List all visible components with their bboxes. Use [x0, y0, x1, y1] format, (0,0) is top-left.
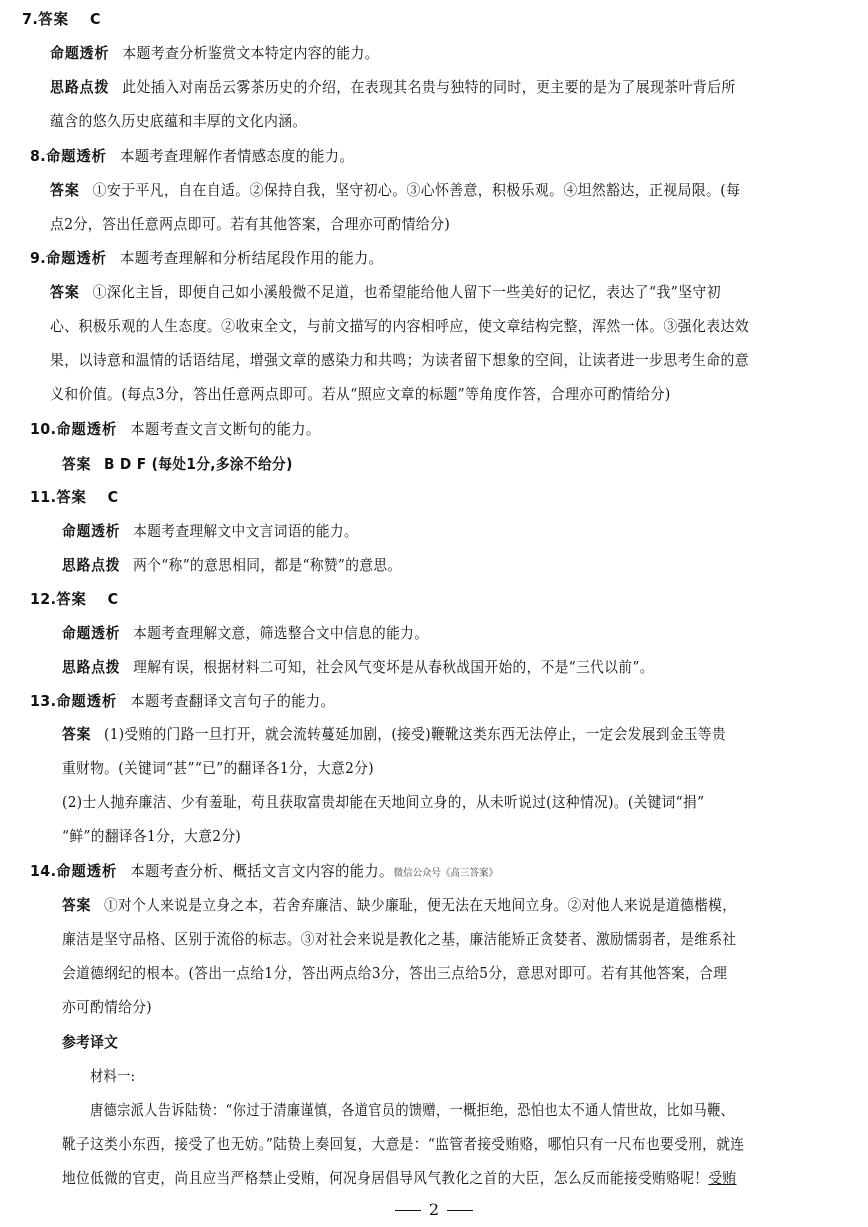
q12-header: [30, 584, 854, 614]
q12-answer-value: C: [107, 590, 119, 608]
q10-answer: [62, 449, 854, 479]
q7-intent-text: 本题考查分析鉴赏文本特定内容的能力。: [122, 44, 380, 62]
q13-answer: [62, 719, 854, 749]
q7-answer-value: C: [90, 10, 101, 28]
q8-answer: [50, 175, 854, 205]
q7-number: 7.: [22, 10, 39, 28]
q14-answer-line1: ①对个人来说是立身之本，若舍弃廉洁、缺少廉耻，便无法在天地间立身。②对他人来说是道德楷模，: [103, 896, 737, 914]
q9-intent-text: 本题考查理解和分析结尾段作用的能力。: [120, 249, 384, 267]
q7-header: [22, 4, 854, 34]
q14-answer-line4: 亦可酌情给分): [62, 998, 153, 1016]
q12-hint: [62, 652, 854, 682]
q14-answer-line3: 会道德纲纪的根本。(答出一点给1分，答出两点给3分，答出三点给5分，意思对即可。若有其他答案，合理: [62, 964, 728, 982]
q12-intent: [62, 618, 854, 648]
q12-intent-text: 本题考查理解文意，筛选整合文中信息的能力。: [133, 624, 429, 642]
q12-number: 12.: [30, 590, 57, 608]
q14-header: [30, 856, 854, 886]
q9-answer-line2: 心、积极乐观的人生态度。②收束全文，与前文描写的内容相呼应，使文章结构完整，浑然一体。③强化表达效: [50, 317, 749, 335]
q11-header: [30, 482, 854, 512]
q9-header: [30, 243, 854, 273]
q14-answer: [62, 890, 854, 920]
q10-intent-label: 命题透析: [56, 420, 118, 438]
q7-hint-label: 思路点拨: [50, 78, 110, 96]
q11-hint-text: 两个“称”的意思相同，都是“称赞”的意思。: [133, 556, 402, 574]
q8-answer-label: 答案: [50, 181, 80, 199]
q9-number: 9.: [30, 249, 47, 267]
q8-header: [30, 141, 854, 171]
q10-header: [30, 414, 854, 444]
q11-answer-label: 答案: [56, 488, 87, 506]
q12-hint-label: 思路点拨: [62, 658, 121, 676]
q8-answer-line1: ①安于平凡，自在自适。②保持自我，坚守初心。③心怀善意，积极乐观。④坦然豁达，正视局限。(每: [92, 181, 741, 199]
q9-answer-label: 答案: [50, 283, 80, 301]
q7-hint-line2: 蕴含的悠久历史底蕴和丰厚的文化内涵。: [50, 112, 307, 130]
q7-intent: [50, 38, 854, 68]
q8-intent-text: 本题考查理解作者情感态度的能力。: [120, 147, 355, 165]
page-footer: [0, 1198, 868, 1222]
q10-number: 10.: [30, 420, 57, 438]
q7-intent-label: 命题透析: [50, 44, 110, 62]
footer-dash-left: [395, 1210, 421, 1211]
q11-intent-text: 本题考查理解文中文言词语的能力。: [133, 522, 359, 540]
q11-intent-label: 命题透析: [62, 522, 121, 540]
q14-answer-line2: 廉洁是坚守品格、区别于流俗的标志。③对社会来说是教化之基，廉洁能矫正贪婪者、激励懦弱者，是维系社: [62, 930, 737, 948]
q11-number: 11.: [30, 488, 57, 506]
q13-answer-line4: “鲜”的翻译各1分，大意2分): [62, 827, 242, 845]
q10-answer-text: B D F (每处1分,多涂不给分): [103, 455, 293, 473]
q11-hint: [62, 550, 854, 580]
q7-hint-line1: 此处插入对南岳云雾茶历史的介绍，在表现其名贵与独特的同时，更主要的是为了展现茶叶背后所: [122, 78, 736, 96]
q9-intent-label: 命题透析: [46, 249, 107, 267]
page-number: 2: [428, 1200, 440, 1219]
translation-line1: 唐德宗派人告诉陆贽：“你过于清廉谨慎，各道官员的馈赠，一概拒绝，恐怕也太不通人情世故，比如马鞭、: [90, 1101, 735, 1119]
q11-hint-label: 思路点拨: [62, 556, 121, 574]
q14-number: 14.: [30, 862, 57, 880]
translation-line3-tail: 受贿: [708, 1169, 737, 1187]
q14-watermark: 微信公众号《高三答案》: [393, 868, 499, 879]
q8-intent-label: 命题透析: [46, 147, 107, 165]
q13-answer-line2: 重财物。(关键词“甚”“已”的翻译各1分，大意2分): [62, 759, 374, 777]
q12-intent-label: 命题透析: [62, 624, 121, 642]
translation-line2: 靴子这类小东西，接受了也无妨。”陆贽上奏回复，大意是：“监管者接受贿赂，哪怕只有一尺布也要受刑，就连: [62, 1135, 745, 1153]
q13-intent-label: 命题透析: [56, 692, 118, 710]
q9-answer-line4: 义和价值。(每点3分，答出任意两点即可。若从“照应文章的标题”等角度作答，合理亦可酌情给分): [50, 385, 671, 403]
q7-hint: [50, 72, 854, 102]
q14-intent-text: 本题考查分析、概括文言文内容的能力。: [130, 862, 394, 880]
q8-number: 8.: [30, 147, 47, 165]
q10-intent-text: 本题考查文言文断句的能力。: [130, 420, 321, 438]
q13-header: [30, 686, 854, 716]
q11-answer-value: C: [107, 488, 119, 506]
q13-answer-line1: (1)受贿的门路一旦打开，就会流转蔓延加剧，(接受)鞭靴这类东西无法停止，一定会发展到金玉等贵: [103, 725, 727, 743]
translation-line3: [62, 1163, 854, 1193]
q9-answer-line3: 果，以诗意和温情的话语结尾，增强文章的感染力和共鸣；为读者留下想象的空间，让读者进一步思考生命的意: [50, 351, 749, 369]
translation-line3-text: 地位低微的官吏，尚且应当严格禁止受贿，何况身居倡导风气教化之首的大臣，怎么反而能接受贿赂呢！: [62, 1169, 709, 1187]
q12-answer-label: 答案: [56, 590, 87, 608]
q12-hint-text: 理解有误，根据材料二可知，社会风气变坏是从春秋战国开始的，不是“三代以前”。: [133, 658, 654, 676]
q10-answer-label: 答案: [62, 455, 92, 473]
q9-answer: [50, 277, 854, 307]
q8-answer-line2: 点2分，答出任意两点即可。若有其他答案，合理亦可酌情给分): [50, 215, 451, 233]
q14-intent-label: 命题透析: [56, 862, 118, 880]
q13-answer-label: 答案: [62, 725, 92, 743]
q13-answer-line3: (2)士人抛弃廉洁、少有羞耻，苟且获取富贵却能在天地间立身的，从未听说过(这种情况)。(关键词“捐”: [62, 793, 705, 811]
q13-intent-text: 本题考查翻译文言句子的能力。: [130, 692, 336, 710]
q11-intent: [62, 516, 854, 546]
q9-answer-line1: ①深化主旨，即便自己如小溪般微不足道，也希望能给他人留下一些美好的记忆，表达了“我”坚守初: [92, 283, 721, 301]
footer-dash-right: [447, 1210, 473, 1211]
q13-number: 13.: [30, 692, 57, 710]
translation-title: 参考译文: [62, 1033, 119, 1051]
translation-material-label: 材料一:: [90, 1067, 136, 1085]
q14-answer-label: 答案: [62, 896, 92, 914]
q7-answer-label: 答案: [38, 10, 69, 28]
